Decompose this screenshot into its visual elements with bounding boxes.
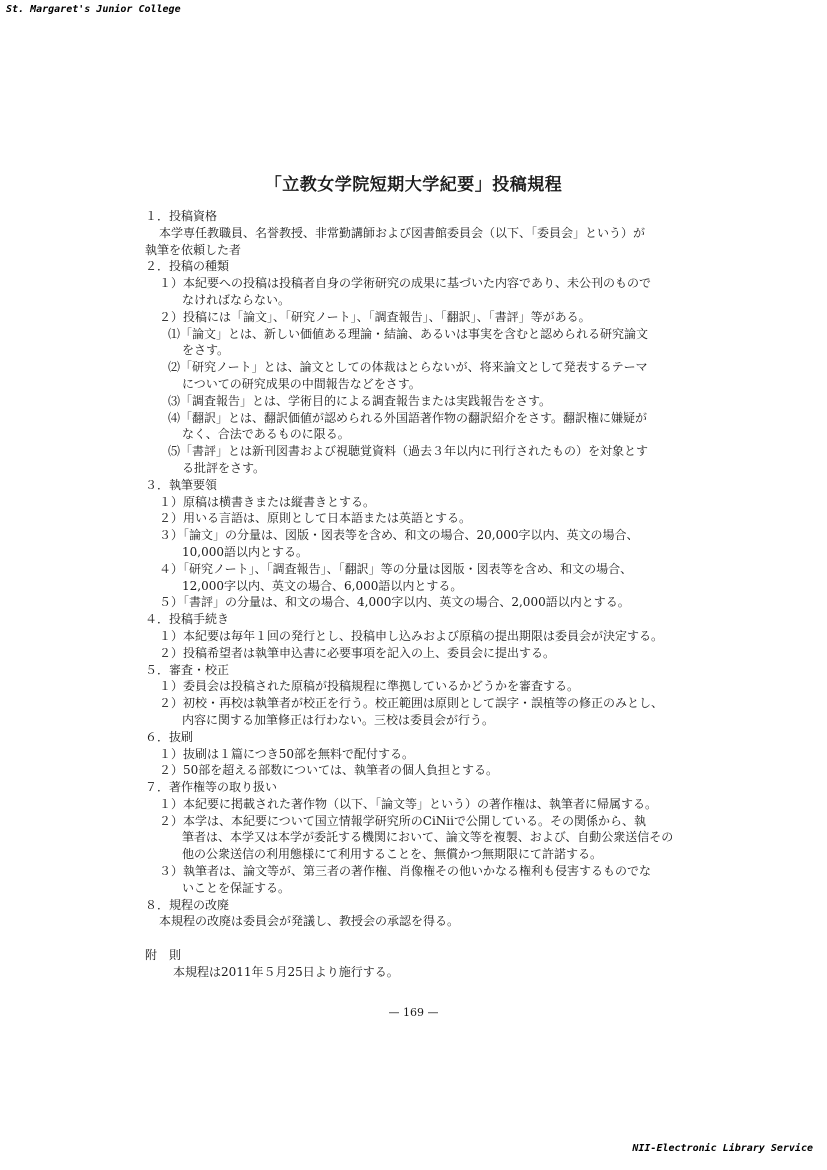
item-continuation: 筆者は、本学又は本学が委託する機関において、論文等を複製、および、自動公衆送信その (182, 830, 674, 845)
numbered-item: １）委員会は投稿された原稿が投稿規程に準拠しているかどうかを審査する。 (159, 679, 580, 694)
subitem: ⑶「調査報告」とは、学術目的による調査報告または実践報告をさす。 (168, 393, 552, 408)
numbered-item: ２）用いる言語は、原則として日本語または英語とする。 (159, 511, 472, 526)
subitem: ⑵「研究ノート」とは、論文としての体裁はとらないが、将来論文として発表するテーマ (168, 360, 648, 375)
paragraph-line: 本規程の改廃は委員会が発議し、教授会の承認を得る。 (159, 914, 460, 929)
numbered-item: １）原稿は横書きまたは縦書きとする。 (159, 494, 376, 509)
section-heading: ８．規程の改廃 (145, 897, 230, 912)
numbered-item: ２）初校・再校は執筆者が校正を行う。校正範囲は原則として誤字・誤植等の修正のみとし、 (159, 696, 664, 711)
section-heading: ３．執筆要領 (145, 477, 218, 492)
numbered-item: ２）投稿希望者は執筆申込書に必要事項を記入の上、委員会に提出する。 (159, 645, 556, 660)
numbered-item: ２）50部を超える部数については、執筆者の個人負担とする。 (159, 763, 499, 778)
numbered-item: ５）「書評」の分量は、和文の場合、4,000字以内、英文の場合、2,000語以内とする。 (159, 595, 630, 610)
subitem-continuation: についての研究成果の中間報告などをさす。 (182, 376, 421, 391)
item-continuation: なければならない。 (182, 292, 291, 307)
section-heading: 附 則 (145, 948, 182, 963)
watermark-top: St. Margaret's Junior College (6, 4, 181, 15)
item-continuation: 他の公衆送信の利用態様にて利用することを、無償かつ無期限にて許諾する。 (182, 847, 603, 862)
numbered-item: １）抜刷は１篇につき50部を無料で配付する。 (159, 746, 415, 761)
item-continuation: 10,000語以内とする。 (182, 544, 308, 559)
numbered-item: ３）執筆者は、論文等が、第三者の著作権、肖像権その他いかなる権利も侵害するものでな (159, 864, 652, 879)
numbered-item: １）本紀要は毎年１回の発行とし、投稿申し込みおよび原稿の提出期限は委員会が決定する。 (159, 628, 664, 643)
numbered-item: ２）本学は、本紀要について国立情報学研究所のCiNiiで公開している。その関係から、執 (159, 813, 646, 828)
item-continuation: 内容に関する加筆修正は行わない。三校は委員会が行う。 (182, 712, 495, 727)
document-title: 「立教女学院短期大学紀要」投稿規程 (264, 175, 563, 195)
subitem: ⑸「書評」とは新刊図書および視聴覚資料（過去３年以内に刊行されたもの）を対象とす (168, 444, 649, 459)
item-continuation: いことを保証する。 (182, 880, 291, 895)
regulation-body (145, 208, 690, 981)
numbered-item: ３）「論文」の分量は、図版・図表等を含め、和文の場合、20,000字以内、英文の場合、 (159, 528, 639, 543)
page-number: — 169 — (388, 1006, 439, 1019)
section-heading: ２．投稿の種類 (145, 259, 230, 274)
section-heading: ６．抜刷 (145, 729, 194, 744)
subitem-continuation: をさす。 (182, 343, 230, 358)
subitem: ⑷「翻訳」とは、翻訳価値が認められる外国語著作物の翻訳紹介をさす。翻訳権に嫌疑が (168, 410, 648, 425)
section-heading: ７．著作権等の取り扱い (145, 780, 278, 795)
subitem-continuation: る批評をさす。 (182, 460, 266, 475)
subitem-continuation: なく、合法であるものに限る。 (182, 427, 350, 442)
section-heading: １．投稿資格 (145, 209, 218, 223)
subitem: ⑴「論文」とは、新しい価値ある理論・結論、あるいは事実を含むと認められる研究論文 (168, 326, 649, 341)
numbered-item: ２）投稿には「論文」、「研究ノート」、「調査報告」、「翻訳」、「書評」等がある。 (159, 309, 591, 324)
numbered-item: １）本紀要に掲載された著作物（以下、「論文等」という）の著作権は、執筆者に帰属する。 (159, 796, 658, 811)
section-heading: ５．審査・校正 (145, 662, 230, 677)
paragraph-line: 本規程は2011年５月25日より施行する。 (173, 965, 399, 980)
spacer (145, 930, 690, 947)
numbered-item: ４）「研究ノート」、「調査報告」、「翻訳」等の分量は図版・図表等を含め、和文の場合、 (159, 561, 633, 576)
numbered-item: １）本紀要への投稿は投稿者自身の学術研究の成果に基づいた内容であり、未公刊のもので (159, 276, 652, 291)
paragraph-line: 本学専任教職員、名誉教授、非常勤講師および図書館委員会（以下、「委員会」という）が (159, 225, 646, 240)
paragraph-line: 執筆を依頼した者 (145, 242, 242, 257)
item-continuation: 12,000字以内、英文の場合、6,000語以内とする。 (182, 578, 463, 593)
section-heading: ４．投稿手続き (145, 612, 230, 627)
watermark-bottom: NII-Electronic Library Service (632, 1143, 813, 1154)
